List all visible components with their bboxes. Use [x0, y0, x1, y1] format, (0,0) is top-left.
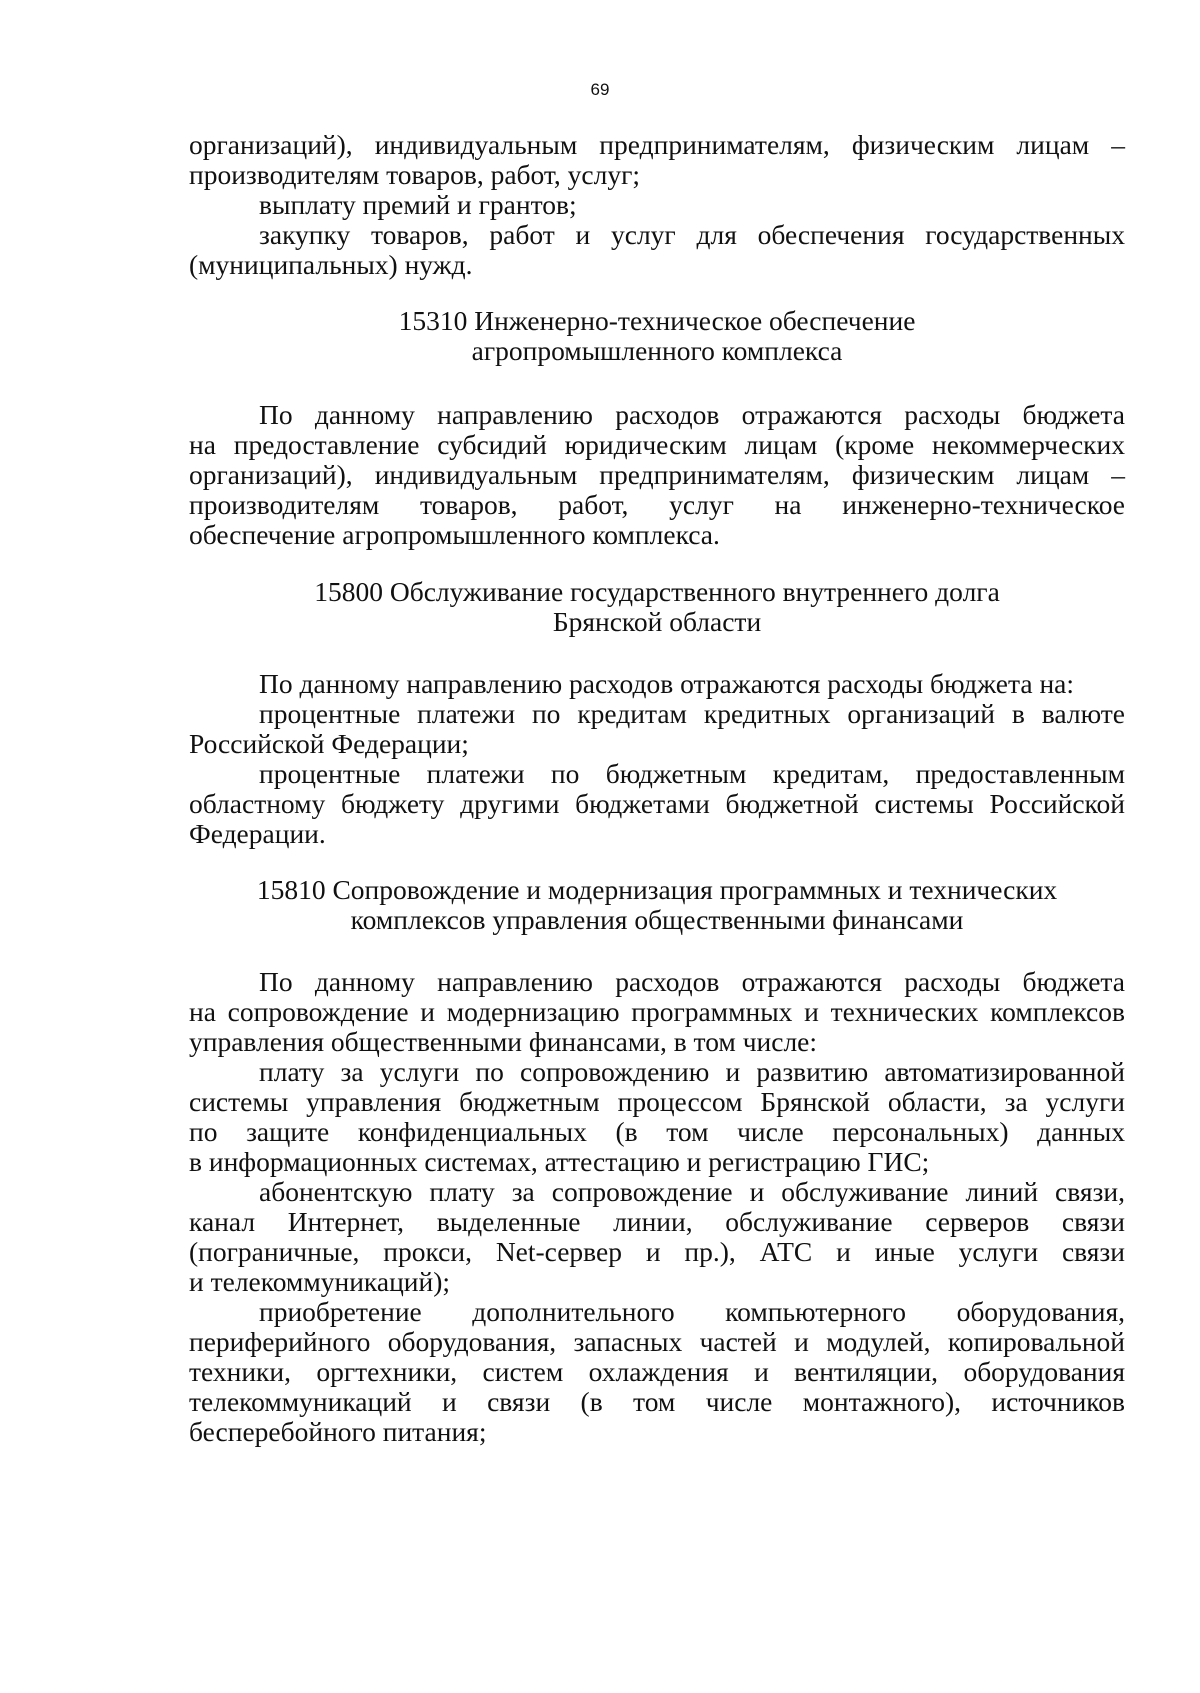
paragraph-line: обеспечение агропромышленного комплекса.: [189, 519, 720, 550]
paragraph-line: управления общественными финансами, в том числе:: [189, 1026, 818, 1057]
section-heading-line: 15810 Сопровождение и модернизация программных и технических: [256, 874, 1058, 905]
paragraph-line: периферийного оборудования, запасных частей и модулей, копировальной: [189, 1326, 1125, 1357]
paragraph-line: организаций), индивидуальным предпринимателям, физическим лицам –: [189, 459, 1125, 490]
paragraph-line: абонентскую плату за сопровождение и обслуживание линий связи,: [259, 1176, 1125, 1207]
section-heading-line: комплексов управления общественными финансами: [350, 904, 964, 935]
paragraph-line: Федерации.: [189, 818, 326, 849]
paragraph-line: и телекоммуникаций);: [189, 1266, 451, 1297]
paragraph-line: По данному направлению расходов отражаются расходы бюджета: [259, 399, 1125, 430]
paragraph-line: системы управления бюджетным процессом Брянской области, за услуги: [189, 1086, 1125, 1117]
paragraph-line: (муниципальных) нужд.: [189, 249, 473, 280]
paragraph-line: процентные платежи по бюджетным кредитам, предоставленным: [259, 758, 1125, 789]
paragraph-line: Российской Федерации;: [189, 728, 469, 759]
paragraph-line: областному бюджету другими бюджетами бюджетной системы Российской: [189, 788, 1125, 819]
paragraph-line: по защите конфиденциальных (в том числе персональных) данных: [189, 1116, 1125, 1147]
section-heading-line: Брянской области: [552, 606, 762, 637]
paragraph-line: закупку товаров, работ и услуг для обеспечения государственных: [259, 219, 1125, 250]
paragraph-line: По данному направлению расходов отражаются расходы бюджета: [259, 966, 1125, 997]
paragraph-line: в информационных системах, аттестацию и регистрацию ГИС;: [189, 1146, 930, 1177]
section-heading-line: агропромышленного комплекса: [471, 335, 843, 366]
paragraph-line: процентные платежи по кредитам кредитных организаций в валюте: [259, 698, 1125, 729]
paragraph-line: телекоммуникаций и связи (в том числе монтажного), источников: [189, 1386, 1125, 1417]
paragraph-line: (пограничные, прокси, Net-сервер и пр.), АТС и иные услуги связи: [189, 1236, 1125, 1267]
page-number: 69: [590, 80, 610, 99]
paragraph-line: на сопровождение и модернизацию программных и технических комплексов: [189, 996, 1125, 1027]
paragraph-line: выплату премий и грантов;: [259, 189, 577, 220]
paragraph-line: По данному направлению расходов отражаются расходы бюджета на:: [259, 668, 1075, 699]
paragraph-line: плату за услуги по сопровождению и развитию автоматизированной: [259, 1056, 1125, 1087]
paragraph-line: бесперебойного питания;: [189, 1416, 487, 1447]
paragraph-line: организаций), индивидуальным предпринимателям, физическим лицам –: [189, 129, 1125, 160]
paragraph-line: производителям товаров, работ, услуг на инженерно-техническое: [189, 489, 1125, 520]
section-heading-line: 15800 Обслуживание государственного внутреннего долга: [314, 576, 1000, 607]
paragraph-line: канал Интернет, выделенные линии, обслуживание серверов связи: [189, 1206, 1125, 1237]
section-heading-line: 15310 Инженерно-техническое обеспечение: [398, 305, 916, 336]
paragraph-line: техники, оргтехники, систем охлаждения и вентиляции, оборудования: [189, 1356, 1125, 1387]
paragraph-line: на предоставление субсидий юридическим лицам (кроме некоммерческих: [189, 429, 1125, 460]
paragraph-line: приобретение дополнительного компьютерного оборудования,: [259, 1296, 1125, 1327]
paragraph-line: производителям товаров, работ, услуг;: [189, 159, 640, 190]
